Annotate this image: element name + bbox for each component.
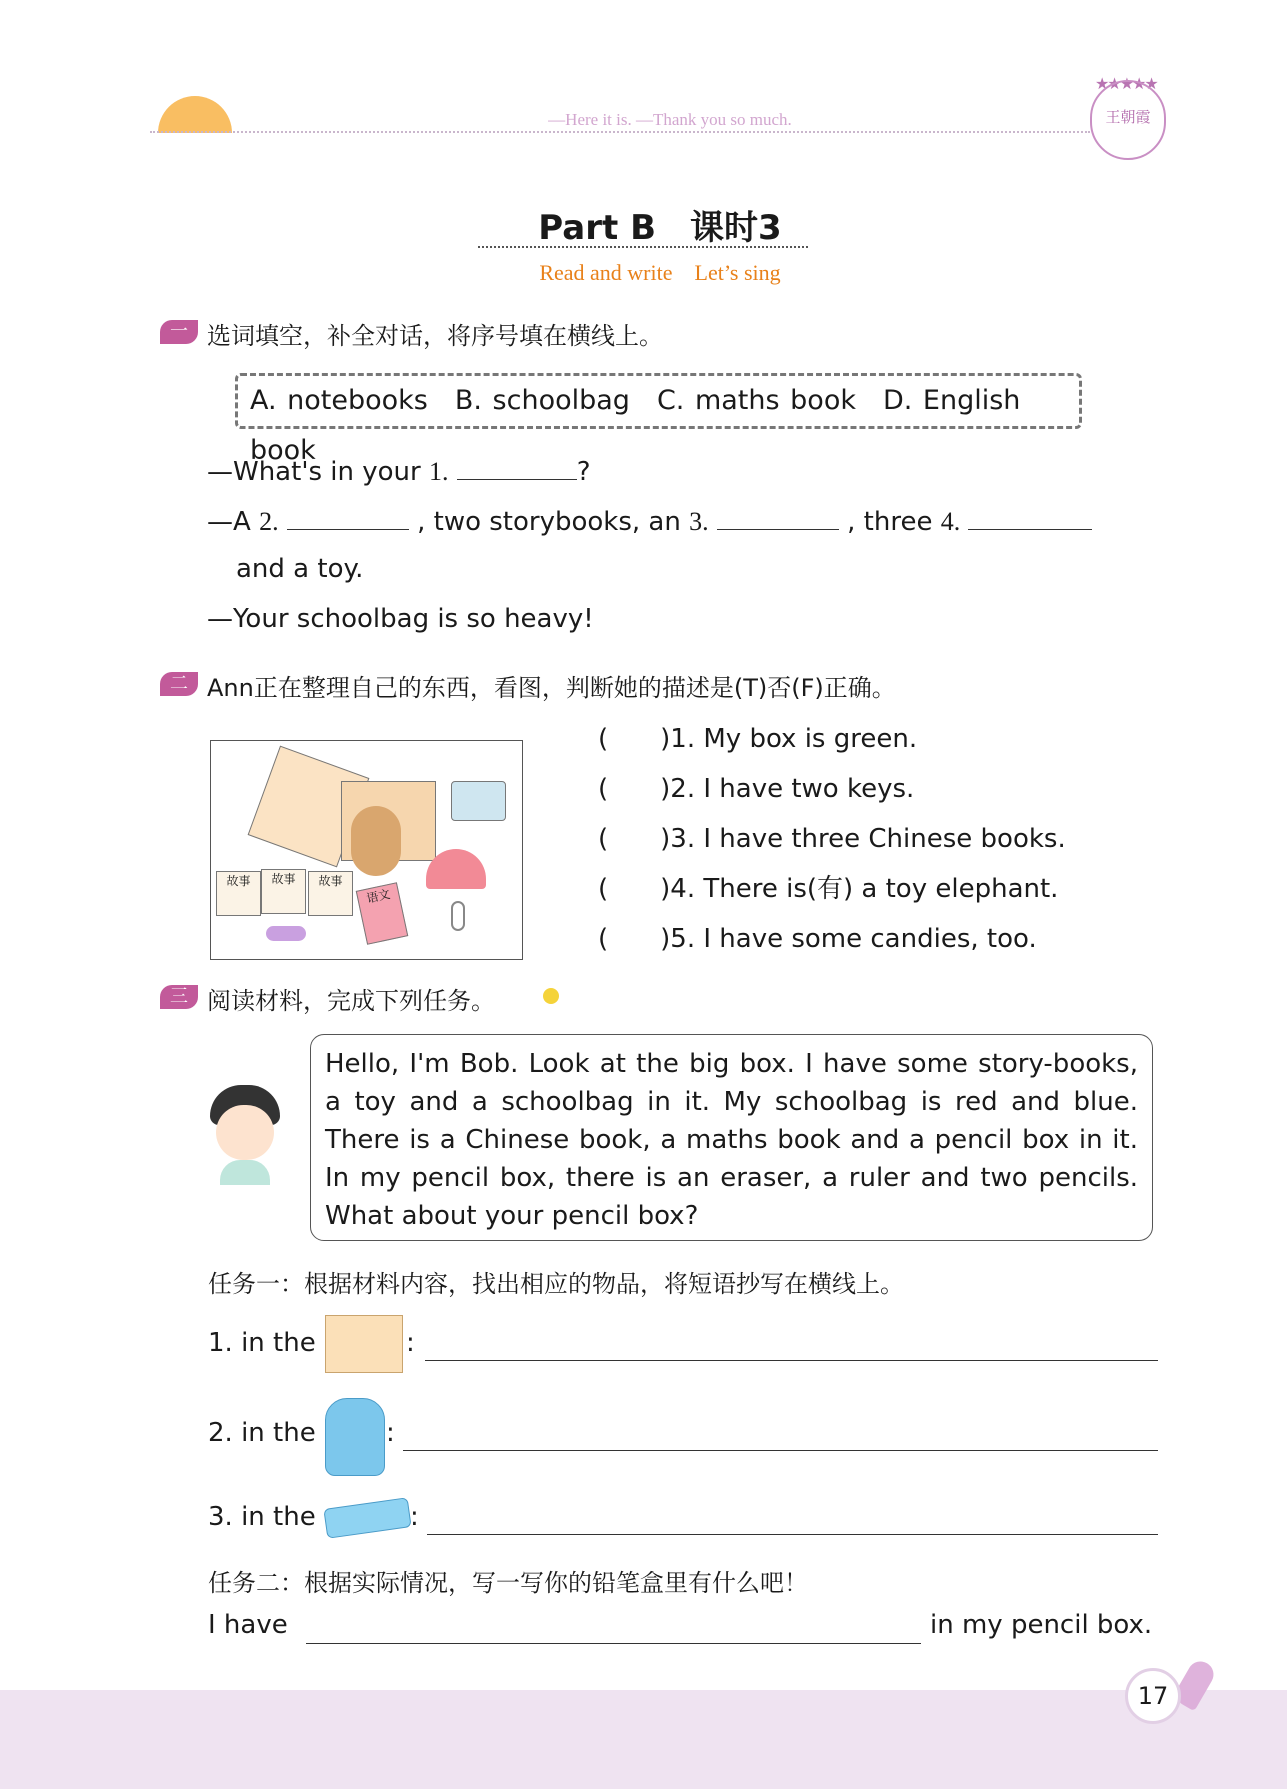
footer-band (0, 1690, 1287, 1789)
item-label-1: 1. in the (208, 1328, 316, 1358)
blank-2[interactable] (287, 504, 409, 530)
boy-avatar (210, 1085, 280, 1185)
toy-truck-icon (451, 781, 506, 821)
statement-4: ( )4. There is(有) a toy elephant. (598, 874, 1059, 904)
page-subtitle: Read and write Let’s sing (539, 260, 781, 285)
task1-instruction: 任务一：根据材料内容，找出相应的物品，将短语抄写在横线上。 (208, 1270, 904, 1298)
header-text: —Here it is. —Thank you so much. (548, 110, 792, 129)
section1-instruction: 选词填空，补全对话，将序号填在横线上。 (207, 322, 663, 350)
section2-instruction: Ann正在整理自己的东西，看图，判断她的描述是(T)否(F)正确。 (207, 674, 896, 702)
item-label-2: 2. in the (208, 1418, 316, 1448)
final-answer-line[interactable] (306, 1643, 921, 1644)
statement-1: ( )1. My box is green. (598, 724, 918, 754)
statement-5: ( )5. I have some candies, too. (598, 924, 1037, 954)
final-prefix: I have (208, 1610, 288, 1640)
answer-line-2[interactable] (403, 1450, 1158, 1451)
final-suffix: in my pencil box. (930, 1610, 1153, 1640)
blank-4[interactable] (968, 504, 1092, 530)
section-badge-3: 三 (160, 985, 198, 1009)
section-badge-1: 一 (160, 320, 198, 344)
chinese-book-icon: 语文 (356, 882, 409, 945)
task2-instruction: 任务二：根据实际情况，写一写你的铅笔盒里有什么吧！ (208, 1569, 808, 1597)
stars-icon: ★★★★★ (1095, 74, 1157, 93)
reading-passage: Hello, I'm Bob. Look at the big box. I have some story-books, a toy and a schoolbag in it. My schoolbag is red and blue. There is a Chinese book, a maths book and a pencil box in it. In my pencil box, there is an eraser, a ruler and two pencils. What about your pencil box? (310, 1034, 1153, 1241)
storybook-icon: 故事 (216, 871, 261, 916)
blank-1[interactable] (457, 454, 577, 480)
section-badge-2: 二 (160, 672, 198, 696)
statement-3: ( )3. I have three Chinese books. (598, 824, 1066, 854)
candy-icon (266, 926, 306, 941)
statement-2: ( )2. I have two keys. (598, 774, 915, 804)
pencil-box-icon (323, 1497, 411, 1539)
word-options-box: A. notebooks B. schoolbag C. maths book D. English book (235, 373, 1082, 429)
items-illustration (210, 740, 523, 960)
title-divider (478, 246, 808, 248)
teddy-bear-icon (351, 806, 401, 876)
schoolbag-icon (325, 1398, 385, 1476)
box-icon (325, 1315, 403, 1373)
dialogue-line-4: —Your schoolbag is so heavy! (207, 604, 594, 634)
item-label-3: 3. in the (208, 1502, 316, 1532)
publisher-logo: 王朝霞 (1090, 80, 1166, 160)
colon: : (410, 1502, 419, 1532)
key-icon (451, 901, 465, 931)
colon: : (406, 1328, 415, 1358)
dialogue-line-2: —A 2. , two storybooks, an 3. , three 4. (207, 504, 1157, 537)
answer-line-3[interactable] (427, 1534, 1158, 1535)
lightbulb-icon (543, 988, 559, 1004)
page-number: 17 (1125, 1668, 1181, 1724)
header-divider (150, 131, 1090, 133)
page-title: Part B 课时3 (538, 208, 782, 248)
dialogue-line-3: and a toy. (236, 554, 364, 584)
answer-line-1[interactable] (425, 1360, 1158, 1361)
blank-3[interactable] (717, 504, 839, 530)
section3-instruction: 阅读材料，完成下列任务。 (207, 987, 495, 1015)
dialogue-line-1: —What's in your 1. ? (207, 454, 591, 487)
storybook-icon: 故事 (308, 871, 353, 916)
storybook-icon: 故事 (261, 869, 306, 914)
colon: : (386, 1418, 395, 1448)
